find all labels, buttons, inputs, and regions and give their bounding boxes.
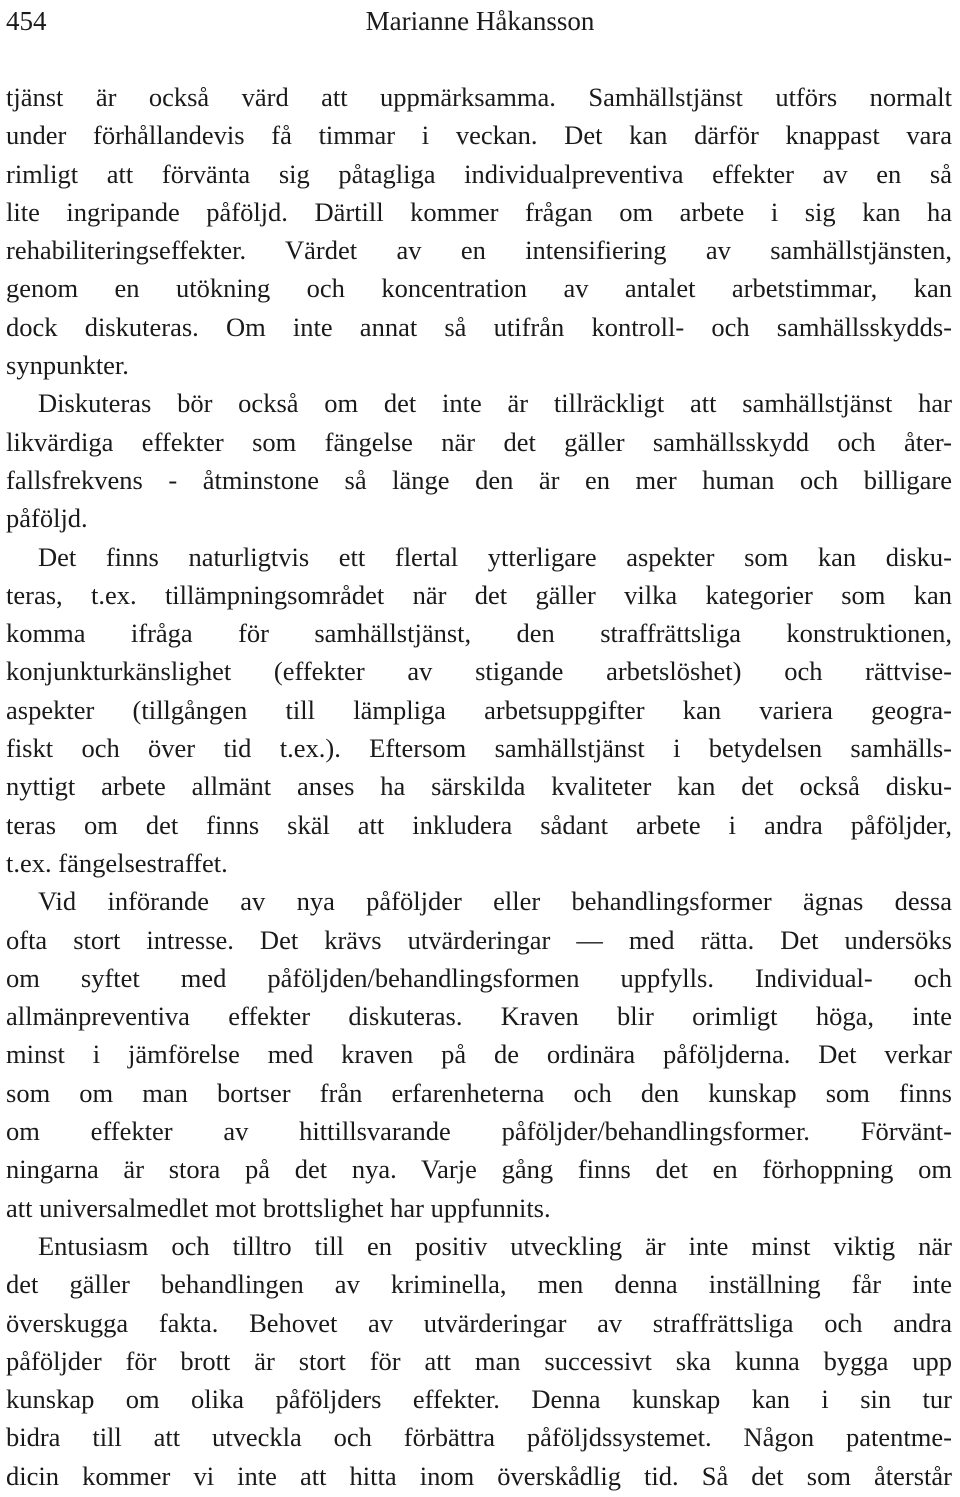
text-line: det gäller behandlingen av kriminella, men denna inställning får inte	[6, 1269, 952, 1300]
paragraph-1	[6, 78, 952, 384]
text-line: komma ifråga för samhällstjänst, den straffrättsliga konstruktionen,	[6, 618, 952, 649]
page-header	[6, 2, 954, 40]
text-line: ofta stort intresse. Det krävs utvärderingar — med rätta. Det undersöks	[6, 924, 952, 955]
text-line: lite ingripande påföljd. Därtill kommer frågan om arbete i sig kan ha	[6, 196, 952, 227]
text-line: påföljd.	[6, 503, 88, 534]
text-line: Diskuteras bör också om det inte är tillräckligt att samhällstjänst har	[38, 388, 952, 419]
text-line: bidra till att utveckla och förbättra påföljdssystemet. Någon patentme-	[6, 1422, 952, 1453]
text-line: Det finns naturligtvis ett flertal ytterligare aspekter som kan disku-	[38, 541, 952, 572]
text-line: rimligt att förvänta sig påtagliga individualpreventiva effekter av en så	[6, 158, 952, 189]
text-line: t.ex. fängelsestraffet.	[6, 847, 228, 878]
text-line: teras om det finns skäl att inkludera sådant arbete i andra påföljder,	[6, 809, 952, 840]
text-line: nyttigt arbete allmänt anses ha särskilda kvaliteter kan det också disku-	[6, 771, 952, 802]
text-line: minst i jämförelse med kraven på de ordinära påföljderna. Det verkar	[6, 1039, 952, 1070]
text-line: aspekter (tillgången till lämpliga arbetsuppgifter kan variera geogra-	[6, 694, 952, 725]
text-line: allmänpreventiva effekter diskuteras. Kraven blir orimligt höga, inte	[6, 1001, 952, 1032]
text-line: om syftet med påföljden/behandlingsformen uppfylls. Individual- och	[6, 962, 952, 993]
paragraph-5	[6, 1227, 952, 1495]
text-line: dock diskuteras. Om inte annat så utifrån kontroll- och samhällsskydds-	[6, 311, 952, 342]
text-line: likvärdiga effekter som fängelse när det gäller samhällsskydd och åter-	[6, 426, 952, 457]
text-line: påföljder för brott är stort för att man successivt ska kunna bygga upp	[6, 1345, 952, 1376]
text-line: överskugga fakta. Behovet av utvärderingar av straffrättsliga och andra	[6, 1307, 952, 1338]
text-line: genom en utökning och koncentration av antalet arbetstimmar, kan	[6, 273, 952, 304]
text-line: synpunkter.	[6, 350, 129, 381]
text-line: om effekter av hittillsvarande påföljder/behandlingsformer. Förvänt-	[6, 1116, 952, 1147]
text-line: fiskt och över tid t.ex.). Eftersom samhällstjänst i betydelsen samhälls-	[6, 733, 952, 764]
text-line: dicin kommer vi inte att hitta inom överskådlig tid. Så det som återstår	[6, 1460, 952, 1491]
text-line: ningarna är stora på det nya. Varje gång finns det en förhoppning om	[6, 1154, 952, 1185]
text-line: Entusiasm och tilltro till en positiv utveckling är inte minst viktig när	[38, 1230, 952, 1261]
text-line: konjunkturkänslighet (effekter av stigande arbetslöshet) och rättvise-	[6, 656, 952, 687]
text-line: Vid införande av nya påföljder eller behandlingsformer ägnas dessa	[38, 886, 952, 917]
text-line: att universalmedlet mot brottslighet har uppfunnits.	[6, 1192, 551, 1223]
running-head-author: Marianne Håkansson	[365, 6, 595, 36]
paragraph-2	[6, 384, 952, 537]
body-text	[6, 78, 952, 1495]
text-line: kunskap om olika påföljders effekter. Denna kunskap kan i sin tur	[6, 1384, 952, 1415]
text-line: teras, t.ex. tillämpningsområdet när det gäller vilka kategorier som kan	[6, 579, 952, 610]
text-line: som om man bortser från erfarenheterna och den kunskap som finns	[6, 1077, 952, 1108]
page-number: 454	[6, 6, 47, 36]
text-line: fallsfrekvens - åtminstone så länge den är en mer human och billigare	[6, 464, 952, 495]
paragraph-3	[6, 538, 952, 883]
text-line: under förhållandevis få timmar i veckan. Det kan därför knappast vara	[6, 120, 952, 151]
text-line: rehabiliteringseffekter. Värdet av en intensifiering av samhällstjänsten,	[6, 235, 952, 266]
paragraph-4	[6, 882, 952, 1227]
text-line: tjänst är också värd att uppmärksamma. Samhällstjänst utförs normalt	[6, 82, 952, 112]
